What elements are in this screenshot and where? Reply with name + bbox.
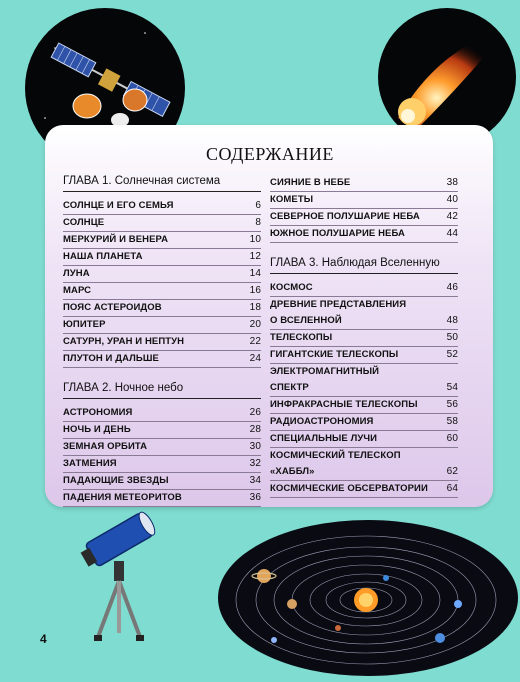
toc-entry-label: КОМЕТЫ — [270, 194, 314, 205]
toc-entry-label: ЛУНА — [63, 268, 90, 279]
toc-entry-label: ПАДЕНИЯ МЕТЕОРИТОВ — [63, 492, 182, 503]
toc-entry — [270, 280, 458, 297]
toc-entry — [63, 232, 261, 249]
toc-entry — [270, 226, 458, 243]
toc-entry-page: 48 — [446, 315, 458, 326]
toc-entry-page: 22 — [249, 336, 261, 347]
toc-left-column — [63, 175, 261, 507]
chapter-heading: ГЛАВА 2. Ночное небо — [63, 382, 261, 399]
toc-entry-label: СИЯНИЕ В НЕБЕ — [270, 177, 351, 188]
toc-entry — [270, 431, 458, 448]
toc-entry-label: НОЧЬ И ДЕНЬ — [63, 424, 131, 435]
toc-entry-label: ГИГАНТСКИЕ ТЕЛЕСКОПЫ — [270, 349, 399, 360]
solar-system-illustration — [216, 508, 520, 682]
toc-entry — [270, 448, 458, 464]
toc-entry-label: НАША ПЛАНЕТА — [63, 251, 143, 262]
toc-entry-page: 42 — [446, 211, 458, 222]
toc-entry-label: АСТРОНОМИЯ — [63, 407, 133, 418]
chapter3-list — [270, 280, 458, 498]
toc-entry — [63, 351, 261, 368]
toc-entry-page: 44 — [446, 228, 458, 239]
toc-entry-label: КОСМИЧЕСКИЙ ТЕЛЕСКОП — [270, 450, 401, 461]
toc-entry — [63, 266, 261, 283]
chapter-heading: ГЛАВА 1. Солнечная система — [63, 175, 261, 192]
telescope-icon — [78, 510, 158, 641]
toc-entry-page: 46 — [446, 282, 458, 293]
toc-entry — [270, 192, 458, 209]
toc-entry — [63, 405, 261, 422]
toc-entry — [270, 364, 458, 380]
toc-entry-label: СПЕКТР — [270, 382, 309, 393]
toc-entry-page: 24 — [249, 353, 261, 364]
toc-entry — [63, 439, 261, 456]
toc-entry — [63, 334, 261, 351]
toc-entry-label: ДРЕВНИЕ ПРЕДСТАВЛЕНИЯ — [270, 299, 407, 310]
toc-entry — [63, 456, 261, 473]
page-number: 4 — [40, 632, 47, 646]
toc-entry — [270, 397, 458, 414]
toc-entry — [270, 380, 458, 397]
toc-entry — [270, 414, 458, 431]
toc-entry-page: 36 — [249, 492, 261, 503]
toc-entry-page: 30 — [249, 441, 261, 452]
toc-entry — [270, 481, 458, 498]
toc-entry-label: МАРС — [63, 285, 92, 296]
chapter1-list — [63, 198, 261, 368]
toc-entry-page: 64 — [446, 483, 458, 494]
toc-entry-label: ЮЖНОЕ ПОЛУШАРИЕ НЕБА — [270, 228, 405, 239]
toc-entry-page: 62 — [446, 466, 458, 477]
toc-entry-page: 38 — [446, 177, 458, 188]
toc-entry-label: МЕРКУРИЙ И ВЕНЕРА — [63, 234, 169, 245]
toc-entry-page: 20 — [249, 319, 261, 330]
solar-system-icon — [218, 520, 518, 676]
toc-entry-label: ЮПИТЕР — [63, 319, 106, 330]
contents-title: СОДЕРЖАНИЕ — [206, 144, 334, 164]
toc-entry-page: 52 — [446, 349, 458, 360]
toc-entry-label: ТЕЛЕСКОПЫ — [270, 332, 333, 343]
toc-entry-label: КОСМИЧЕСКИЕ ОБСЕРВАТОРИИ — [270, 483, 428, 494]
toc-entry — [63, 317, 261, 334]
toc-entry-label: СПЕЦИАЛЬНЫЕ ЛУЧИ — [270, 433, 378, 444]
toc-entry — [270, 347, 458, 364]
toc-entry-label: ЗАТМЕНИЯ — [63, 458, 117, 469]
toc-entry-page: 10 — [249, 234, 261, 245]
toc-entry — [63, 249, 261, 266]
toc-entry-page: 50 — [446, 332, 458, 343]
toc-right-column — [270, 175, 458, 498]
telescope-illustration — [70, 505, 170, 645]
toc-entry-label: «ХАББЛ» — [270, 466, 315, 477]
toc-entry-page: 34 — [249, 475, 261, 486]
toc-entry-page: 60 — [446, 433, 458, 444]
toc-entry — [270, 209, 458, 226]
toc-entry-page: 56 — [446, 399, 458, 410]
toc-entry-page: 40 — [446, 194, 458, 205]
toc-entry-label: СОЛНЦЕ — [63, 217, 105, 228]
toc-entry — [270, 313, 458, 330]
toc-entry — [270, 297, 458, 313]
toc-entry-label: ЗЕМНАЯ ОРБИТА — [63, 441, 148, 452]
toc-entry-label: СОЛНЦЕ И ЕГО СЕМЬЯ — [63, 200, 174, 211]
toc-entry — [63, 300, 261, 317]
toc-entry-page: 26 — [249, 407, 261, 418]
toc-entry — [63, 198, 261, 215]
toc-entry-page: 6 — [255, 200, 261, 211]
toc-entry — [270, 330, 458, 347]
toc-entry-page: 28 — [249, 424, 261, 435]
toc-entry-label: ЭЛЕКТРОМАГНИТНЫЙ — [270, 366, 380, 377]
toc-entry-page: 54 — [446, 382, 458, 393]
toc-entry-label: ПЛУТОН И ДАЛЬШЕ — [63, 353, 159, 364]
toc-entry-page: 32 — [249, 458, 261, 469]
toc-entry-label: СЕВЕРНОЕ ПОЛУШАРИЕ НЕБА — [270, 211, 420, 222]
toc-entry — [270, 464, 458, 481]
toc-entry-label: ПОЯС АСТЕРОИДОВ — [63, 302, 162, 313]
toc-entry-label: О ВСЕЛЕННОЙ — [270, 315, 342, 326]
toc-entry — [63, 283, 261, 300]
toc-entry-page: 58 — [446, 416, 458, 427]
toc-entry — [63, 473, 261, 490]
toc-entry — [63, 422, 261, 439]
toc-entry-page: 18 — [249, 302, 261, 313]
toc-entry-page: 8 — [255, 217, 261, 228]
toc-entry-label: ПАДАЮЩИЕ ЗВЕЗДЫ — [63, 475, 169, 486]
toc-entry-page: 16 — [249, 285, 261, 296]
toc-entry-label: РАДИОАСТРОНОМИЯ — [270, 416, 374, 427]
toc-entry-label: КОСМОС — [270, 282, 313, 293]
toc-entry-page: 12 — [249, 251, 261, 262]
toc-entry — [270, 175, 458, 192]
toc-entry-label: ИНФРАКРАСНЫЕ ТЕЛЕСКОПЫ — [270, 399, 418, 410]
chapter2-continued-list — [270, 175, 458, 243]
toc-entry-page: 14 — [249, 268, 261, 279]
toc-entry — [63, 215, 261, 232]
chapter2-list — [63, 405, 261, 507]
toc-entry-label: САТУРН, УРАН И НЕПТУН — [63, 336, 185, 347]
chapter-heading: ГЛАВА 3. Наблюдая Вселенную — [270, 257, 458, 274]
